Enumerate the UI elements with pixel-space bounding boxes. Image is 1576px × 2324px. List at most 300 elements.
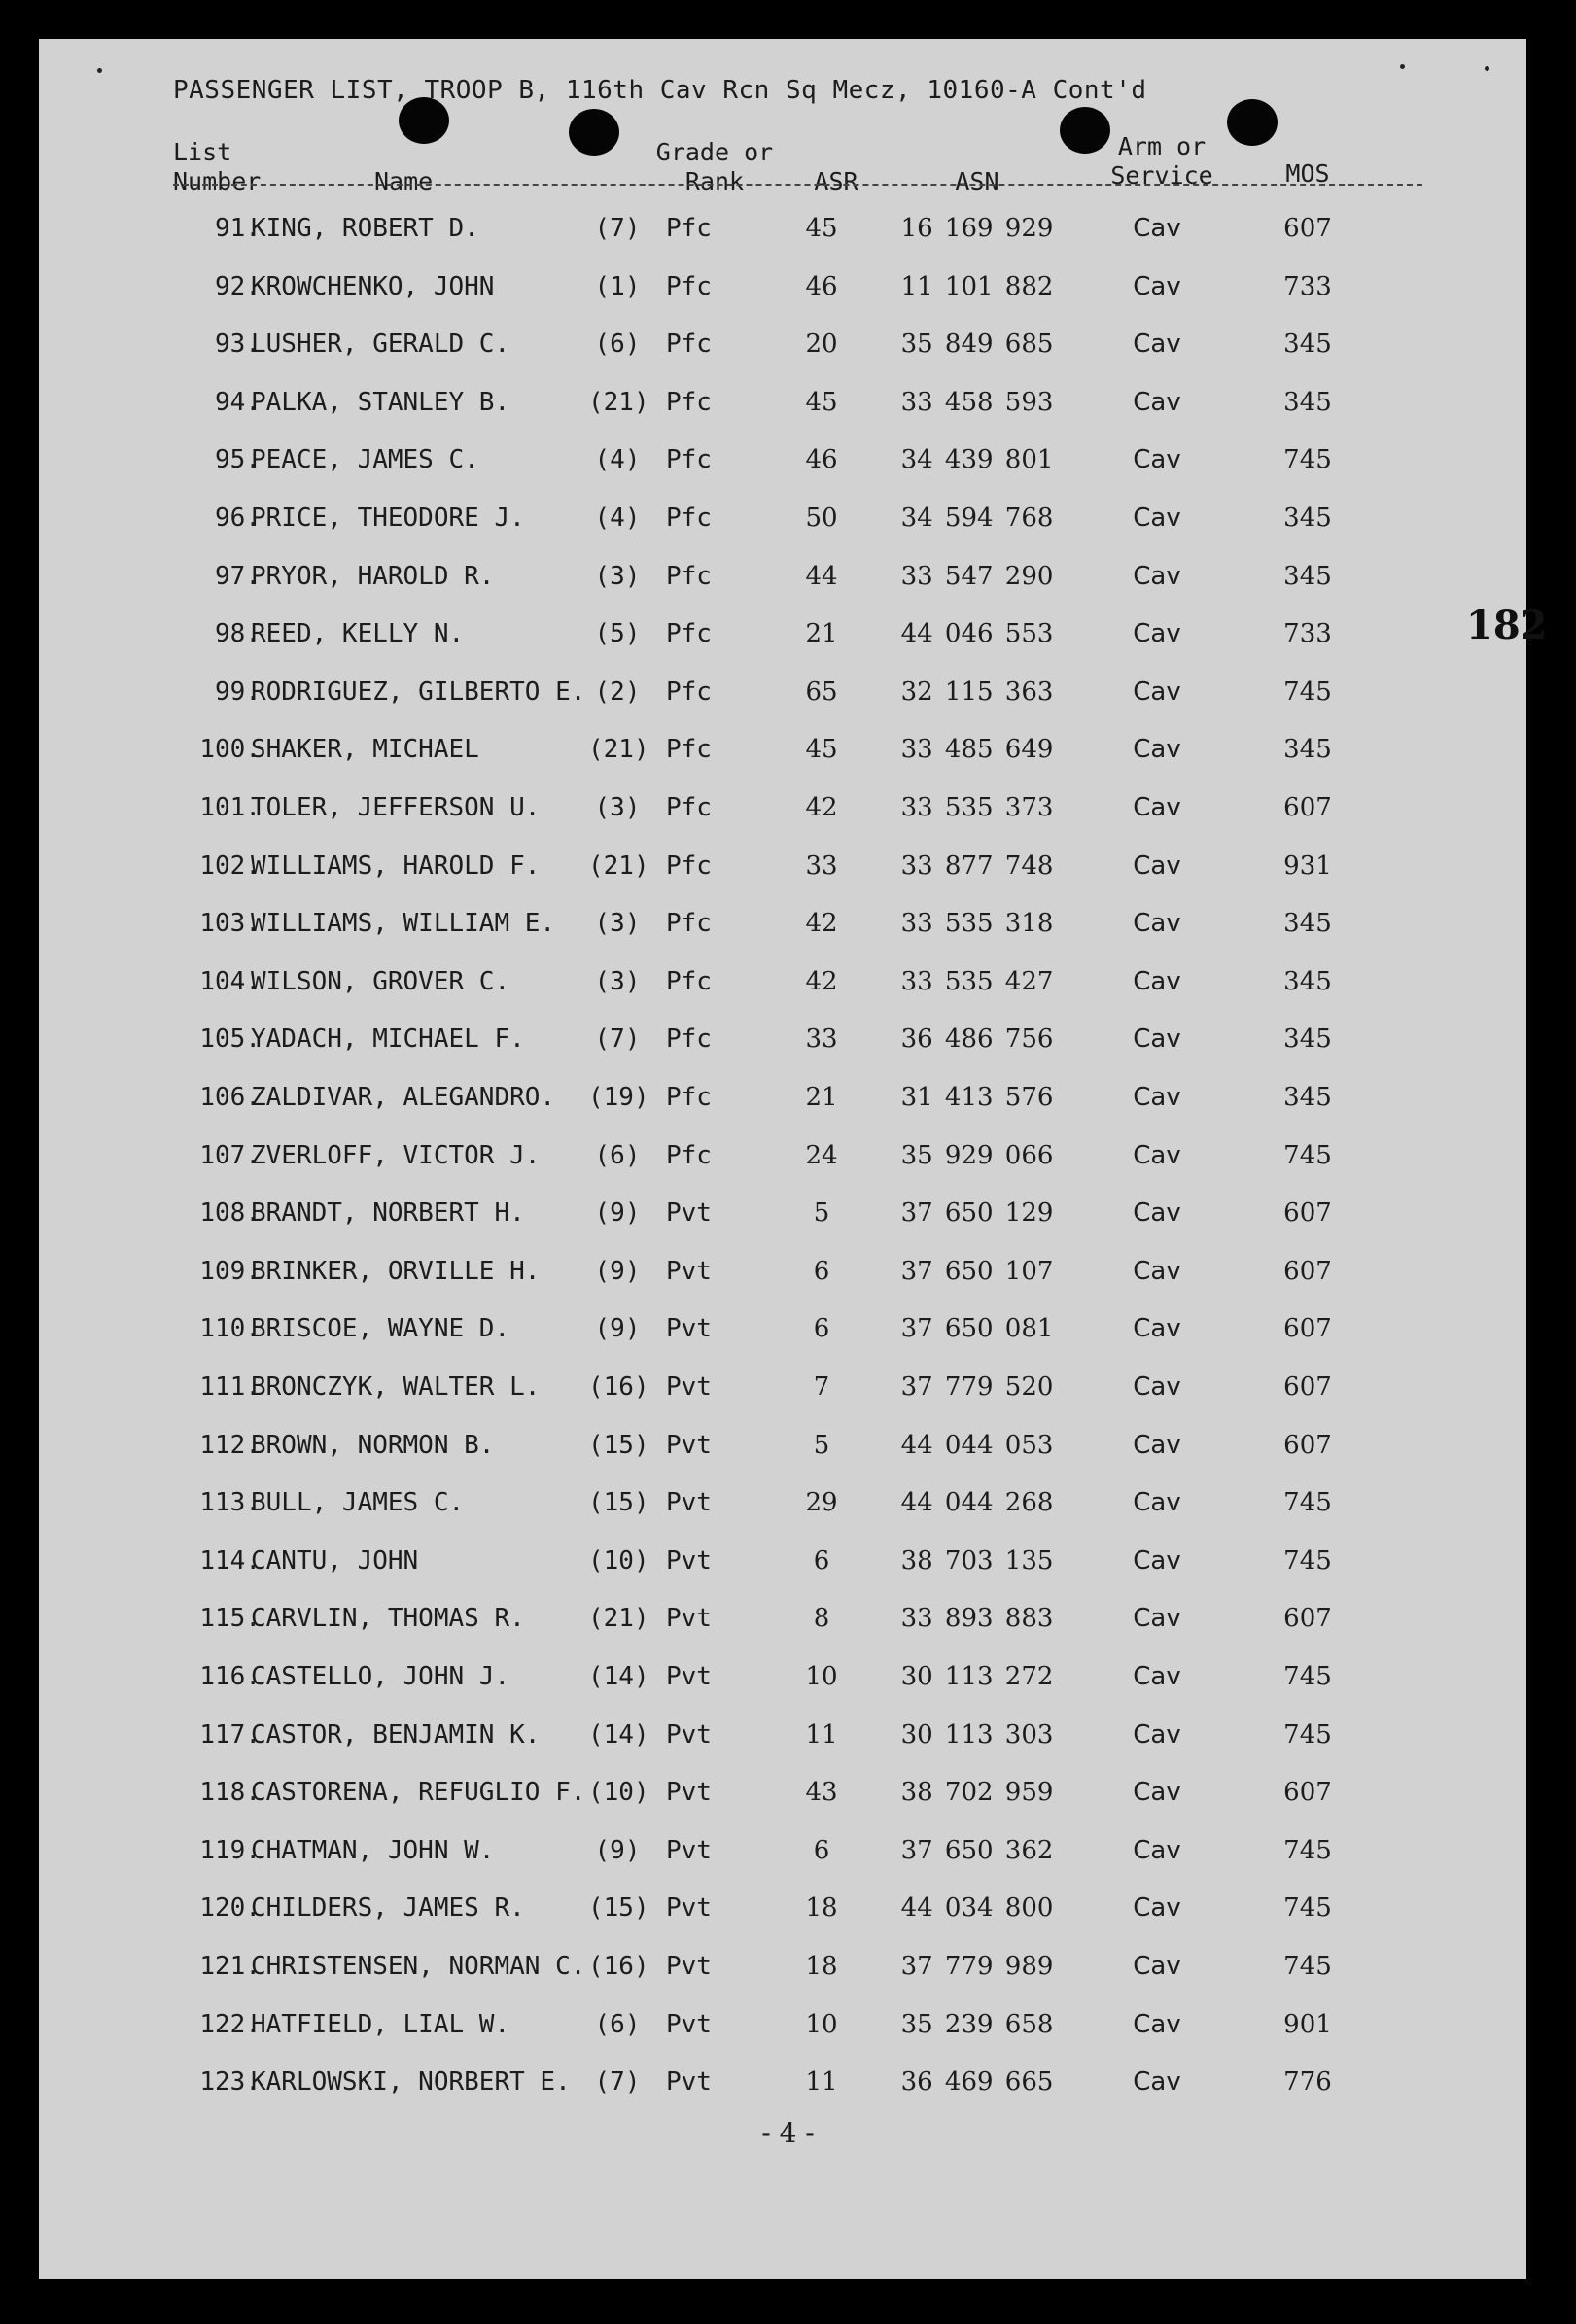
mos-code: 345 (1283, 966, 1332, 996)
mos-code: 745 (1283, 1545, 1332, 1576)
serial-number: 30 113 303 (900, 1719, 1054, 1750)
asr-score: 8 (813, 1604, 830, 1634)
grade-code: (9) (594, 1198, 641, 1229)
asr-score: 50 (805, 503, 838, 533)
list-number: 118. (199, 1778, 261, 1808)
arm-of-service: Cav (1133, 503, 1181, 533)
mos-code: 345 (1283, 735, 1332, 765)
mos-code: 345 (1283, 503, 1332, 533)
arm-of-service: Cav (1133, 1662, 1181, 1691)
rank: Pfc (666, 1024, 712, 1055)
table-row (39, 962, 1526, 1001)
serial-number: 11 101 882 (900, 271, 1054, 301)
serial-number: 36 469 665 (900, 2067, 1054, 2098)
arm-of-service: Cav (1133, 1198, 1181, 1229)
header-rank: Rank (684, 167, 745, 195)
asr-score: 5 (813, 1198, 830, 1229)
header-arm-or: Arm or (1117, 132, 1207, 160)
header-rule (173, 184, 1422, 186)
asr-score: 18 (805, 1893, 838, 1924)
passenger-name: ZALDIVAR, ALEGANDRO. (251, 1083, 556, 1112)
mos-code: 607 (1283, 1604, 1332, 1634)
passenger-name: RODRIGUEZ, GILBERTO E. (251, 676, 586, 707)
mos-code: 607 (1283, 1314, 1332, 1344)
serial-number: 38 703 135 (900, 1545, 1054, 1576)
list-number: 112. (199, 1430, 261, 1460)
asr-score: 10 (805, 2009, 838, 2039)
serial-number: 32 115 363 (900, 676, 1054, 707)
grade-code: (4) (594, 503, 641, 533)
asr-score: 21 (805, 1083, 838, 1112)
arm-of-service: Cav (1133, 735, 1181, 765)
list-number: 104. (199, 966, 261, 996)
mos-code: 607 (1283, 1778, 1332, 1808)
grade-code: (2) (594, 676, 641, 707)
table-row (39, 1368, 1526, 1406)
arm-of-service: Cav (1133, 909, 1181, 939)
page-number: - 4 - (761, 2117, 815, 2149)
asr-score: 18 (805, 1952, 838, 1981)
passenger-name: CHATMAN, JOHN W. (251, 1835, 495, 1865)
table-row (39, 325, 1526, 364)
serial-number: 16 169 929 (900, 214, 1054, 243)
rank: Pvt (666, 1952, 712, 1981)
asr-score: 46 (805, 445, 838, 475)
serial-number: 37 650 362 (900, 1835, 1054, 1865)
table-row (39, 499, 1526, 538)
document-page (39, 39, 1548, 2279)
passenger-name: SHAKER, MICHAEL (251, 735, 479, 765)
grade-code: (6) (594, 1140, 641, 1170)
passenger-name: TOLER, JEFFERSON U. (251, 793, 541, 822)
list-number: 91. (215, 214, 261, 243)
rank: Pfc (666, 735, 712, 765)
passenger-name: CASTORENA, REFUGLIO F. (251, 1778, 586, 1808)
list-number: 95. (215, 445, 261, 475)
grade-code: (10) (588, 1545, 649, 1576)
asr-score: 6 (813, 1545, 830, 1576)
arm-of-service: Cav (1133, 387, 1181, 417)
list-number: 103. (199, 909, 261, 939)
grade-code: (14) (588, 1662, 649, 1691)
mos-code: 931 (1283, 850, 1332, 881)
grade-code: (1) (594, 271, 641, 301)
passenger-name: CHRISTENSEN, NORMAN C. (251, 1952, 586, 1981)
rank: Pvt (666, 1835, 712, 1865)
list-number: 111. (199, 1372, 261, 1402)
grade-code: (15) (588, 1893, 649, 1924)
passenger-name: PRYOR, HAROLD R. (251, 561, 495, 591)
list-number: 101. (199, 793, 261, 822)
mos-code: 745 (1283, 676, 1332, 707)
asr-score: 11 (805, 2067, 838, 2098)
rank: Pvt (666, 1893, 712, 1924)
asr-score: 29 (805, 1488, 838, 1518)
list-number: 99. (215, 676, 261, 707)
rank: Pfc (666, 676, 712, 707)
table-row (39, 383, 1526, 422)
arm-of-service: Cav (1133, 619, 1181, 649)
table-row (39, 1947, 1526, 1986)
table-row (39, 267, 1526, 306)
rank: Pfc (666, 445, 712, 475)
header-grade-or: Grade or (655, 138, 774, 166)
rank: Pvt (666, 1430, 712, 1460)
passenger-name: LUSHER, GERALD C. (251, 330, 510, 360)
serial-number: 44 034 800 (900, 1893, 1054, 1924)
mos-code: 607 (1283, 1256, 1332, 1286)
mos-code: 745 (1283, 1893, 1332, 1924)
rank: Pfc (666, 793, 712, 822)
list-number: 109. (199, 1256, 261, 1286)
rank: Pfc (666, 1083, 712, 1112)
grade-code: (14) (588, 1719, 649, 1750)
table-row (39, 1136, 1526, 1175)
table-row (39, 2005, 1526, 2044)
mos-code: 745 (1283, 1140, 1332, 1170)
mos-code: 607 (1283, 214, 1332, 243)
passenger-name: BRANDT, NORBERT H. (251, 1198, 525, 1229)
asr-score: 5 (813, 1430, 830, 1460)
serial-number: 44 046 553 (900, 619, 1054, 649)
header-asn: ASN (955, 167, 999, 195)
serial-number: 33 535 427 (900, 966, 1054, 996)
rank: Pfc (666, 387, 712, 417)
table-row (39, 614, 1526, 653)
list-number: 116. (199, 1662, 261, 1691)
list-number: 94. (215, 387, 261, 417)
serial-number: 33 547 290 (900, 561, 1054, 591)
passenger-name: BRONCZYK, WALTER L. (251, 1372, 541, 1402)
arm-of-service: Cav (1133, 793, 1181, 822)
table-row (39, 904, 1526, 943)
table-row (39, 209, 1526, 248)
asr-score: 24 (805, 1140, 838, 1170)
asr-score: 7 (813, 1372, 830, 1402)
passenger-name: ZVERLOFF, VICTOR J. (251, 1140, 541, 1170)
table-row (39, 1889, 1526, 1927)
list-number: 106. (199, 1083, 261, 1112)
list-number: 107. (199, 1140, 261, 1170)
table-row (39, 1716, 1526, 1754)
arm-of-service: Cav (1133, 445, 1181, 475)
asr-score: 6 (813, 1256, 830, 1286)
asr-score: 10 (805, 1662, 838, 1691)
header-name: Name (374, 167, 434, 195)
asr-score: 42 (805, 966, 838, 996)
asr-score: 45 (805, 735, 838, 765)
grade-code: (3) (594, 909, 641, 939)
grade-code: (16) (588, 1952, 649, 1981)
asr-score: 42 (805, 793, 838, 822)
serial-number: 37 779 520 (900, 1372, 1054, 1402)
table-row (39, 440, 1526, 479)
grade-code: (10) (588, 1778, 649, 1808)
list-number: 98. (215, 619, 261, 649)
header-asr: ASR (814, 167, 858, 195)
passenger-name: PALKA, STANLEY B. (251, 387, 510, 417)
page-stamp: 182 (1466, 603, 1548, 648)
rank: Pvt (666, 1198, 712, 1229)
arm-of-service: Cav (1133, 676, 1181, 707)
arm-of-service: Cav (1133, 271, 1181, 301)
passenger-name: REED, KELLY N. (251, 619, 465, 649)
mos-code: 745 (1283, 1952, 1332, 1981)
passenger-name: PEACE, JAMES C. (251, 445, 479, 475)
asr-score: 20 (805, 330, 838, 360)
table-row (39, 1831, 1526, 1870)
passenger-name: BROWN, NORMON B. (251, 1430, 495, 1460)
arm-of-service: Cav (1133, 214, 1181, 243)
header-service: Service (1110, 161, 1213, 190)
serial-number: 34 594 768 (900, 503, 1054, 533)
table-row (39, 1657, 1526, 1696)
rank: Pvt (666, 1604, 712, 1634)
list-number: 120. (199, 1893, 261, 1924)
serial-number: 35 929 066 (900, 1140, 1054, 1170)
asr-score: 45 (805, 387, 838, 417)
list-number: 117. (199, 1719, 261, 1750)
mos-code: 733 (1283, 619, 1332, 649)
grade-code: (15) (588, 1430, 649, 1460)
table-row (39, 1020, 1526, 1058)
rank: Pfc (666, 214, 712, 243)
passenger-name: PRICE, THEODORE J. (251, 503, 525, 533)
header-mos: MOS (1285, 159, 1330, 188)
list-number: 108. (199, 1198, 261, 1229)
serial-number: 33 485 649 (900, 735, 1054, 765)
rank: Pfc (666, 850, 712, 881)
serial-number: 37 650 107 (900, 1256, 1054, 1286)
arm-of-service: Cav (1133, 1430, 1181, 1460)
mos-code: 745 (1283, 445, 1332, 475)
list-number: 105. (199, 1024, 261, 1055)
passenger-name: WILSON, GROVER C. (251, 966, 510, 996)
arm-of-service: Cav (1133, 1140, 1181, 1170)
serial-number: 37 650 081 (900, 1314, 1054, 1344)
mos-code: 901 (1283, 2009, 1332, 2039)
list-number: 119. (199, 1835, 261, 1865)
grade-code: (7) (594, 2067, 641, 2098)
list-number: 113. (199, 1488, 261, 1518)
speck-mark (97, 68, 102, 73)
speck-mark (1400, 64, 1405, 69)
serial-number: 31 413 576 (900, 1083, 1054, 1112)
serial-number: 33 535 318 (900, 909, 1054, 939)
grade-code: (6) (594, 2009, 641, 2039)
serial-number: 33 893 883 (900, 1604, 1054, 1634)
table-row (39, 1252, 1526, 1291)
rank: Pfc (666, 561, 712, 591)
passenger-name: WILLIAMS, WILLIAM E. (251, 909, 556, 939)
serial-number: 37 650 129 (900, 1198, 1054, 1229)
arm-of-service: Cav (1133, 1952, 1181, 1981)
rank: Pfc (666, 909, 712, 939)
passenger-name: KARLOWSKI, NORBERT E. (251, 2067, 571, 2098)
mos-code: 607 (1283, 1198, 1332, 1229)
table-row (39, 1078, 1526, 1117)
table-row (39, 847, 1526, 885)
grade-code: (3) (594, 561, 641, 591)
asr-score: 33 (805, 1024, 838, 1055)
passenger-name: KING, ROBERT D. (251, 214, 479, 243)
list-number: 102. (199, 850, 261, 881)
punch-hole (1227, 99, 1278, 146)
list-number: 100. (199, 735, 261, 765)
punch-hole (569, 109, 619, 156)
rank: Pfc (666, 1140, 712, 1170)
arm-of-service: Cav (1133, 561, 1181, 591)
grade-code: (9) (594, 1835, 641, 1865)
serial-number: 34 439 801 (900, 445, 1054, 475)
grade-code: (16) (588, 1372, 649, 1402)
grade-code: (19) (588, 1083, 649, 1112)
header-number: Number (173, 167, 262, 195)
list-number: 93. (215, 330, 261, 360)
rank: Pvt (666, 1372, 712, 1402)
rank: Pfc (666, 330, 712, 360)
mos-code: 776 (1283, 2067, 1332, 2098)
grade-code: (4) (594, 445, 641, 475)
list-number: 123. (199, 2067, 261, 2098)
table-row (39, 1483, 1526, 1522)
list-number: 121. (199, 1952, 261, 1981)
arm-of-service: Cav (1133, 1893, 1181, 1924)
rank: Pfc (666, 271, 712, 301)
passenger-name: CANTU, JOHN (251, 1545, 419, 1576)
arm-of-service: Cav (1133, 1488, 1181, 1518)
rank: Pvt (666, 1314, 712, 1344)
arm-of-service: Cav (1133, 1604, 1181, 1634)
serial-number: 38 702 959 (900, 1778, 1054, 1808)
arm-of-service: Cav (1133, 1083, 1181, 1112)
serial-number: 37 779 989 (900, 1952, 1054, 1981)
arm-of-service: Cav (1133, 1314, 1181, 1344)
asr-score: 21 (805, 619, 838, 649)
table-row (39, 1773, 1526, 1812)
asr-score: 45 (805, 214, 838, 243)
rank: Pfc (666, 966, 712, 996)
table-row (39, 730, 1526, 769)
serial-number: 30 113 272 (900, 1662, 1054, 1691)
asr-score: 11 (805, 1719, 838, 1750)
mos-code: 345 (1283, 330, 1332, 360)
grade-code: (21) (588, 1604, 649, 1634)
serial-number: 33 877 748 (900, 850, 1054, 881)
arm-of-service: Cav (1133, 1835, 1181, 1865)
serial-number: 44 044 268 (900, 1488, 1054, 1518)
passenger-name: BULL, JAMES C. (251, 1488, 465, 1518)
mos-code: 607 (1283, 1372, 1332, 1402)
asr-score: 6 (813, 1314, 830, 1344)
passenger-name: BRINKER, ORVILLE H. (251, 1256, 541, 1286)
arm-of-service: Cav (1133, 1778, 1181, 1808)
mos-code: 745 (1283, 1488, 1332, 1518)
arm-of-service: Cav (1133, 2067, 1181, 2098)
mos-code: 733 (1283, 271, 1332, 301)
list-number: 96. (215, 503, 261, 533)
grade-code: (7) (594, 1024, 641, 1055)
rank: Pvt (666, 1256, 712, 1286)
passenger-name: CARVLIN, THOMAS R. (251, 1604, 525, 1634)
mos-code: 607 (1283, 1430, 1332, 1460)
list-number: 92. (215, 271, 261, 301)
rank: Pvt (666, 1719, 712, 1750)
mos-code: 345 (1283, 387, 1332, 417)
asr-score: 33 (805, 850, 838, 881)
header-list: List (173, 138, 232, 166)
rank: Pvt (666, 2009, 712, 2039)
passenger-name: YADACH, MICHAEL F. (251, 1024, 525, 1055)
rank: Pvt (666, 2067, 712, 2098)
asr-score: 6 (813, 1835, 830, 1865)
mos-code: 745 (1283, 1835, 1332, 1865)
arm-of-service: Cav (1133, 1372, 1181, 1402)
grade-code: (3) (594, 966, 641, 996)
mos-code: 345 (1283, 1083, 1332, 1112)
arm-of-service: Cav (1133, 330, 1181, 360)
passenger-name: KROWCHENKO, JOHN (251, 271, 495, 301)
list-number: 122. (199, 2009, 261, 2039)
table-row (39, 1426, 1526, 1465)
grade-code: (9) (594, 1256, 641, 1286)
asr-score: 46 (805, 271, 838, 301)
arm-of-service: Cav (1133, 850, 1181, 881)
list-number: 110. (199, 1314, 261, 1344)
arm-of-service: Cav (1133, 2009, 1181, 2039)
arm-of-service: Cav (1133, 1545, 1181, 1576)
passenger-name: CASTELLO, JOHN J. (251, 1662, 510, 1691)
serial-number: 35 849 685 (900, 330, 1054, 360)
list-number: 115. (199, 1604, 261, 1634)
grade-code: (15) (588, 1488, 649, 1518)
passenger-name: WILLIAMS, HAROLD F. (251, 850, 541, 881)
passenger-name: CASTOR, BENJAMIN K. (251, 1719, 541, 1750)
mos-code: 745 (1283, 1719, 1332, 1750)
grade-code: (21) (588, 387, 649, 417)
rank: Pvt (666, 1545, 712, 1576)
grade-code: (9) (594, 1314, 641, 1344)
mos-code: 345 (1283, 1024, 1332, 1055)
table-row (39, 788, 1526, 827)
table-row (39, 1194, 1526, 1232)
speck-mark (1485, 66, 1489, 71)
document-title: PASSENGER LIST, TROOP B, 116th Cav Rcn Sq Mecz, 10160-A Cont'd (173, 76, 1147, 105)
mos-code: 345 (1283, 561, 1332, 591)
asr-score: 44 (805, 561, 838, 591)
table-row (39, 557, 1526, 596)
asr-score: 42 (805, 909, 838, 939)
grade-code: (3) (594, 793, 641, 822)
serial-number: 35 239 658 (900, 2009, 1054, 2039)
arm-of-service: Cav (1133, 966, 1181, 996)
serial-number: 33 535 373 (900, 793, 1054, 822)
grade-code: (21) (588, 735, 649, 765)
passenger-name: CHILDERS, JAMES R. (251, 1893, 525, 1924)
rank: Pfc (666, 503, 712, 533)
passenger-name: HATFIELD, LIAL W. (251, 2009, 510, 2039)
asr-score: 43 (805, 1778, 838, 1808)
serial-number: 44 044 053 (900, 1430, 1054, 1460)
table-row (39, 673, 1526, 711)
table-row (39, 1309, 1526, 1348)
mos-code: 345 (1283, 909, 1332, 939)
mos-code: 745 (1283, 1662, 1332, 1691)
serial-number: 36 486 756 (900, 1024, 1054, 1055)
table-row (39, 1599, 1526, 1638)
serial-number: 33 458 593 (900, 387, 1054, 417)
list-number: 114. (199, 1545, 261, 1576)
